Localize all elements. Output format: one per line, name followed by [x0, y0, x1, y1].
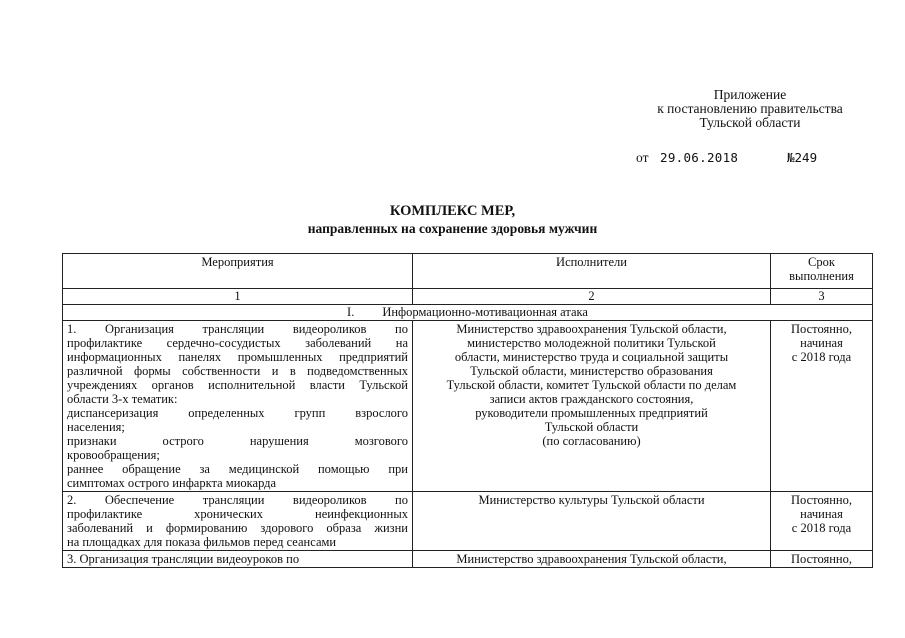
table-row — [63, 321, 873, 492]
term-cell — [771, 492, 873, 551]
appendix-line-3: Тульской области — [699, 115, 801, 130]
measure-line: 2. Обеспечение трансляции видеороликов по — [67, 493, 408, 507]
header-executors: Исполнители — [413, 254, 771, 289]
column-number-1: 1 — [63, 289, 413, 305]
executor-line: записи актов гражданского состояния, — [489, 392, 694, 406]
measure-line: симптомах острого инфаркта миокарда — [67, 476, 277, 490]
resolution-date: 29.06.2018 — [660, 150, 739, 165]
measure-line: диспансеризация определенных групп взрослого — [67, 406, 408, 420]
measure-line: области 3-х тематик: — [67, 392, 178, 406]
measure-line: профилактике сердечно-сосудистых заболеваний на — [67, 336, 408, 350]
appendix-line-2: к постановлению правительства — [657, 101, 843, 116]
term-line: с 2018 года — [791, 350, 852, 364]
section-title: Информационно-мотивационная атака — [382, 305, 588, 319]
section-number: I. — [347, 305, 355, 319]
measure-line: на площадках для показа фильмов перед сеансами — [67, 535, 337, 549]
measure-cell — [63, 551, 413, 568]
term-line: начиная — [800, 507, 843, 521]
document-title: КОМПЛЕКС МЕР, — [389, 203, 516, 219]
measure-cell — [63, 492, 413, 551]
executor-line: Тульской области, комитет Тульской области по делам — [446, 378, 737, 392]
measure-line: заболеваний и формированию здорового образа жизни — [67, 521, 408, 535]
table-row — [63, 492, 873, 551]
executor-line: Министерство здравоохранения Тульской области, — [456, 322, 727, 336]
measure-line: признаки острого нарушения мозгового — [67, 434, 408, 448]
executor-line: министерство молодежной политики Тульской — [467, 336, 716, 350]
measure-line: кровообращения; — [67, 448, 160, 462]
measure-line: информационных панелях промышленных предприятий — [67, 350, 408, 364]
measure-line: раннее обращение за медицинской помощью при — [67, 462, 408, 476]
executor-line: Тульской области, министерство образования — [470, 364, 713, 378]
executors-cell — [413, 321, 771, 492]
resolution-number: №249 — [787, 150, 818, 165]
column-number-2: 2 — [413, 289, 771, 305]
executor-line: Тульской области — [544, 420, 639, 434]
term-line: начиная — [800, 336, 843, 350]
executor-line: (по согласованию) — [542, 434, 641, 448]
measure-cell — [63, 321, 413, 492]
section-heading — [63, 305, 873, 321]
executors-cell — [413, 492, 771, 551]
header-term-line-2: выполнения — [789, 269, 854, 283]
measure-line: различной формы собственности и в подведомственных — [67, 364, 408, 378]
term-line: Постоянно, — [791, 493, 852, 507]
measure-line: профилактике хронических неинфекционных — [67, 507, 408, 521]
term-cell — [771, 551, 873, 568]
header-term-line-1: Срок — [808, 255, 835, 269]
table-body — [63, 321, 873, 568]
term-cell — [771, 321, 873, 492]
executor-line: Министерство культуры Тульской области — [478, 493, 705, 507]
table-header-row — [63, 254, 873, 289]
executor-line: области, министерство труда и социальной защиты — [454, 350, 729, 364]
resolution-date-label: от — [636, 150, 649, 165]
section-row — [63, 305, 873, 321]
measure-line: населения; — [67, 420, 125, 434]
executors-cell — [413, 551, 771, 568]
measures-table — [62, 253, 873, 568]
column-number-3: 3 — [771, 289, 873, 305]
table-row — [63, 551, 873, 568]
executor-line: Министерство здравоохранения Тульской области, — [456, 552, 727, 566]
column-numbers-row — [63, 289, 873, 305]
measure-line: 3. Организация трансляции видеоуроков по — [67, 552, 300, 566]
header-measures: Мероприятия — [63, 254, 413, 289]
measure-line: учреждениях органов исполнительной власти Тульской — [67, 378, 408, 392]
measure-line: 1. Организация трансляции видеороликов по — [67, 322, 408, 336]
document-subtitle: направленных на сохранение здоровья мужчин — [307, 221, 598, 236]
executor-line: руководители промышленных предприятий — [475, 406, 708, 420]
term-line: с 2018 года — [791, 521, 852, 535]
term-line: Постоянно, — [791, 552, 852, 566]
header-term — [771, 254, 873, 289]
appendix-line-1: Приложение — [713, 87, 787, 102]
term-line: Постоянно, — [791, 322, 852, 336]
